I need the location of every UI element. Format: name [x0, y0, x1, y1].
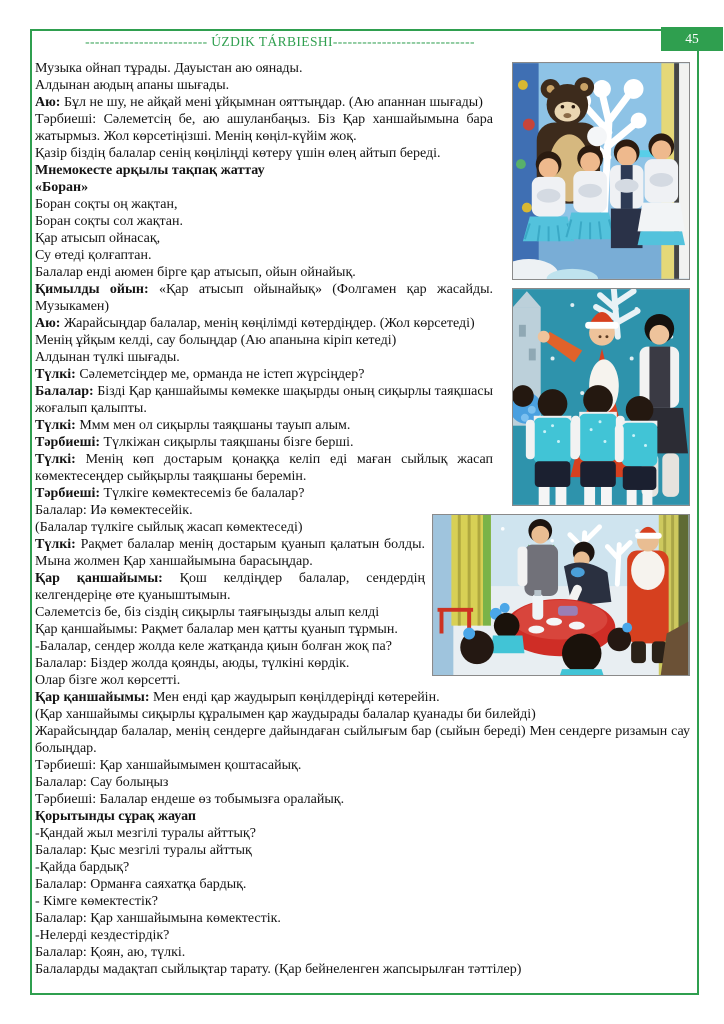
text-line-15: Менің ұйқым келді, сау болыңдар (Аю апанына кіріп кетеді)	[35, 333, 397, 348]
text-line-21: Түлкі: Менің көп достарым қонаққа келіп еді маған сыйлық жасап көмектесеңдер сыйқырлы таяқшаны беремін.	[35, 452, 493, 484]
text-line-24: (Балалар түлкіге сыйлық жасап көмектеседі)	[35, 520, 303, 535]
table-scene-illustration	[433, 515, 689, 675]
text-line-30: Балалар: Біздер жолда қоянды, аюды, түлкіні көрдік.	[35, 656, 350, 671]
text-line-35: Тәрбиеші: Қар ханшайымымен қоштасайық.	[35, 758, 302, 773]
text-line-11: Су өтеді қолғаптан.	[35, 248, 152, 263]
text-line-47: Балаларды мадақтап сыйлықтар тарату. (Қар бейнеленген жапсырылған тәттілер)	[35, 962, 522, 977]
page-number: 45	[685, 31, 699, 46]
text-line-1: Музыка ойнап тұрады. Дауыстан аю оянады.	[35, 61, 303, 76]
text-line-33: (Қар ханшайымы сиқырлы құралымен қар жаудырады балалар қуанады би билейді)	[35, 707, 536, 722]
text-line-34: Жарайсыңдар балалар, менің сендерге дайындаған сыйлығым бар (сыйын береді) Мен сендерге ризамын сау болыңдар.	[35, 724, 690, 756]
text-line-9: Боран соқты сол жақтан.	[35, 214, 183, 229]
text-line-43: - Кімге көмектестік?	[35, 894, 158, 909]
text-line-31: Олар бізге жол көрсетті.	[35, 673, 181, 688]
text-line-23: Балалар: Иә көмектесейік.	[35, 503, 193, 518]
text-line-2: Алдынан аюдың апаны шығады.	[35, 78, 230, 93]
text-line-13: Қимылды ойын: «Қар атысып ойынайық» (Фолгамен қар жасайды. Музыкамен)	[35, 282, 493, 314]
text-line-29: -Балалар, сендер жолда келе жатқанда қиын болған жоқ па?	[35, 639, 392, 654]
text-line-44: Балалар: Қар ханшайымына көмектестік.	[35, 911, 281, 926]
text-line-27: Сәлеметсіз бе, біз сіздің сиқырлы таяғыңызды алып келді	[35, 605, 380, 620]
text-line-38: Қорытынды сұрақ жауап	[35, 809, 196, 824]
text-line-42: Балалар: Орманға саяхатқа бардық.	[35, 877, 247, 892]
text-line-37: Тәрбиеші: Балалар ендеше өз тобымызға оралайық.	[35, 792, 345, 807]
text-line-10: Қар атысып ойнасақ,	[35, 231, 161, 246]
text-line-5: Қазір біздің балалар сенің көңіліңді көтеру үшін өлең айтып береді.	[35, 146, 441, 161]
text-line-45: -Нелерді кездестірдік?	[35, 928, 170, 943]
text-line-36: Балалар: Сау болыңыз	[35, 775, 169, 790]
text-line-41: -Қайда бардық?	[35, 860, 130, 875]
fox-scene-illustration	[513, 289, 689, 505]
photo-column	[500, 62, 690, 506]
text-line-3: Аю: Бұл не шу, не айқай мені ұйқымнан ояттыңдар. (Аю апаннан шығады)	[35, 95, 483, 110]
article-text	[35, 60, 690, 978]
text-line-25: Түлкі: Рақмет балалар менің достарым қуанып қалатын болды. Мына жолмен Қар ханшайымына барасыңдар.	[35, 537, 426, 569]
text-line-4: Тәрбиеші: Сәлеметсің бе, аю ашуланбаңыз. Біз Қар ханшайымына бара жатырмыз. Жол көрсетіңізші. Менің көңіл-күйім жоқ.	[35, 112, 493, 144]
text-line-22: Тәрбиеші: Түлкіге көмектесеміз бе балалар?	[35, 486, 305, 501]
page-number-badge	[661, 27, 723, 51]
text-line-16: Алдынан түлкі шығады.	[35, 350, 180, 365]
text-line-32: Қар қаншайымы: Мен енді қар жаудырып көңілдеріңді көтерейін.	[35, 690, 440, 705]
text-line-18: Балалар: Бізді Қар қаншайымы көмекке шақырды оның сиқырлы таяқшасы жоғалып қалыпты.	[35, 384, 493, 416]
text-line-28: Қар қаншайымы: Рақмет балалар мен қатты қуанып тұрмын.	[35, 622, 398, 637]
text-line-26: Қар қаншайымы: Қош келдіңдер балалар, сендердің келгендеріңе өте қуаныштымын.	[35, 571, 425, 603]
text-line-17: Түлкі: Сәлеметсіңдер ме, орманда не істеп жүрсіңдер?	[35, 367, 365, 382]
page-header-title: ------------------------- ÚZDIK TÁRBIESHI-----------------------------	[85, 34, 475, 49]
text-line-19: Түлкі: Ммм мен ол сиқырлы таяқшаны тауып алым.	[35, 418, 351, 433]
text-line-39: -Қандай жыл мезгілі туралы айттық?	[35, 826, 256, 841]
text-line-6: Мнемокесте арқылы тақпақ жаттау	[35, 163, 265, 178]
bear-scene-illustration	[513, 63, 689, 279]
text-line-40: Балалар: Қыс мезгілі туралы айттық	[35, 843, 252, 858]
photo-bear-with-children	[512, 62, 690, 280]
text-line-8: Боран соқты оң жақтан,	[35, 197, 178, 212]
text-line-20: Тәрбиеші: Түлкіжан сиқырлы таяқшаны бізге берші.	[35, 435, 354, 450]
photo-red-table-activity	[432, 514, 690, 676]
photo-fox-and-teacher	[512, 288, 690, 506]
text-line-7: «Боран»	[35, 180, 89, 195]
text-line-14: Аю: Жарайсыңдар балалар, менің көңілімді көтердіңдер. (Жол көрсетеді)	[35, 316, 475, 331]
text-line-12: Балалар енді аюмен бірге қар атысып, ойын ойнайық.	[35, 265, 356, 280]
text-line-46: Балалар: Қоян, аю, түлкі.	[35, 945, 186, 960]
